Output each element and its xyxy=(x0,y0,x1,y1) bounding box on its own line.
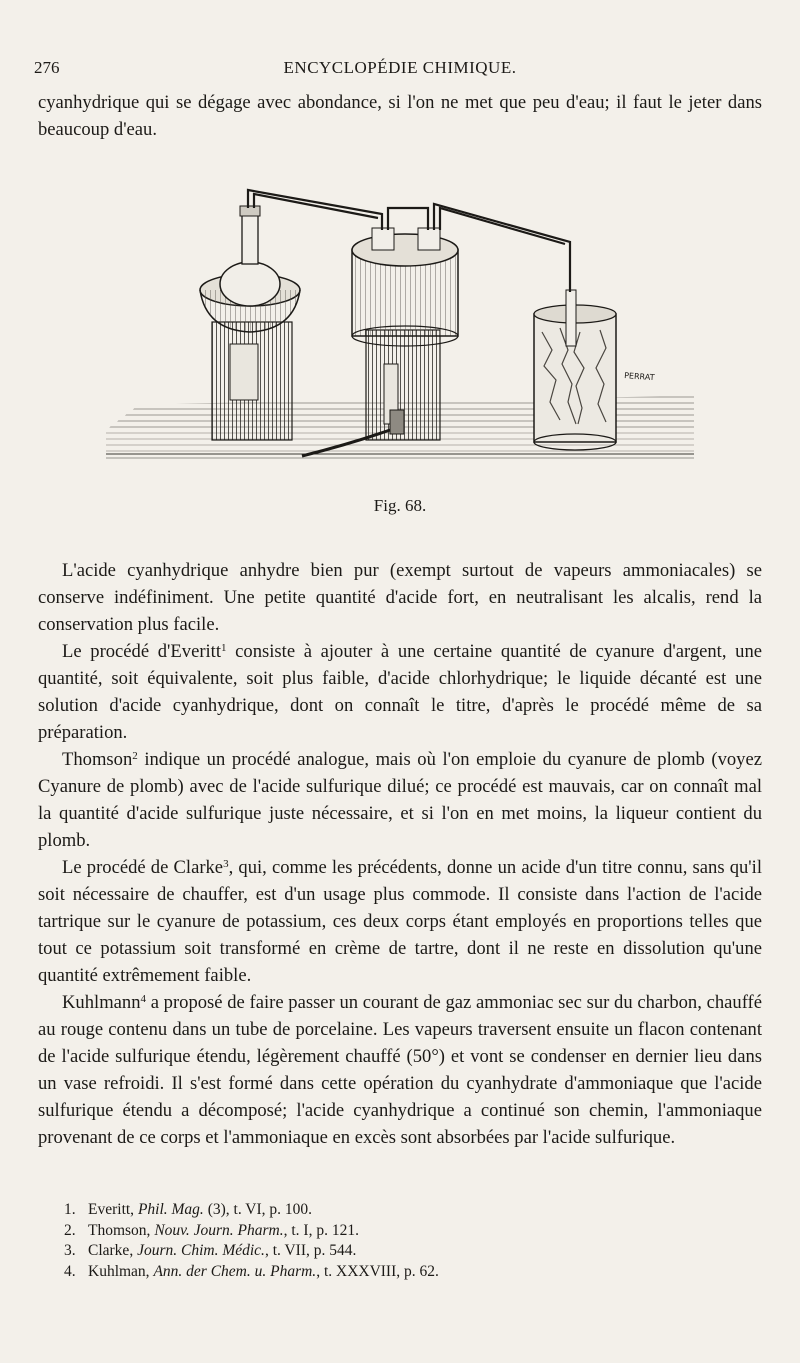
footnote-ref-4: 4 xyxy=(140,993,146,1005)
footnote-ref-1: 1 xyxy=(221,642,227,654)
paragraph-everitt: Le procédé d'Everitt$^1$ consiste à ajouter à une certaine quantité de cyanure d'argent, une quantité, soit équivalente, soit plus faible, d'acide chlorhydrique; le liquide décanté est une solution d'acide cyanhydrique, dont on connaît le titre, d'après le procédé même de sa préparation. xyxy=(38,641,762,743)
paragraph-clarke: Le procédé de Clarke$^3$, qui, comme les précédents, donne un acide d'un titre connu, sans qu'il soit nécessaire de chauffer, est d'un usage plus commode. Il consiste dans l'action de l'acide tartrique sur le cyanure de potassium, ces deux corps étant employés en proportions telles que tout ce potassium soit transformé en crème de tartre, dont il ne reste en dissolution qu'une quantité extrêmement faible. xyxy=(38,857,762,986)
footnote-ref-3: 3 xyxy=(223,858,229,870)
right-receiving-jar xyxy=(534,290,616,450)
intro-paragraph xyxy=(38,89,762,143)
paragraph-kuhlmann: Kuhlmann$^4$ a proposé de faire passer un courant de gaz ammoniac sec sur du charbon, chauffé au rouge contenu dans un tube de porcelaine. Les vapeurs traversent ensuite un flacon contenant de l'acide sulfurique étendu, légèrement chauffé (50°) et vont se condenser en dernier lieu dans un vase refroidi. Il s'est formé dans cette opération du cyanhydrate d'ammoniaque que l'acide sulfurique étendu a décomposé; l'acide cyanhydrique a continué son chemin, l'ammoniaque provenant de ce corps et l'ammoniaque en excès sont absorbées par l'acide sulfurique. xyxy=(38,992,762,1148)
paragraph-conservation: L'acide cyanhydrique anhydre bien pur (exempt surtout de vapeurs ammoniacales) se conserve indéfiniment. Une petite quantité d'acide fort, en neutralisant les alcalis, rend la conservation plus facile. xyxy=(38,560,762,635)
engraver-signature: PERRAT xyxy=(623,371,655,383)
footnote-1: 1. Everitt, Phil. Mag. (3), t. VI, p. 100. xyxy=(64,1201,313,1218)
intro-text: cyanhydrique qui se dégage avec abondance, si l'on ne met que peu d'eau; il faut le jeter dans beaucoup d'eau. xyxy=(38,92,762,140)
distillation-apparatus-engraving xyxy=(100,172,700,482)
page-number: 276 xyxy=(34,58,60,77)
footnote-2: 2. Thomson, Nouv. Journ. Pharm., t. I, p. 121. xyxy=(64,1221,359,1239)
figure-caption: Fig. 68. xyxy=(373,496,427,515)
footnotes xyxy=(64,1200,764,1282)
footnote-4: 4. Kuhlman, Ann. der Chem. u. Pharm., t. XXXVIII, p. 62. xyxy=(64,1262,439,1280)
paragraph-thomson: Thomson$^2$ indique un procédé analogue, mais où l'on emploie du cyanure de plomb (voyez Cyanure de plomb) avec de l'acide sulfurique dilué; ce procédé est mauvais, car on connaît mal la quantité d'acide sulfurique juste nécessaire, et si l'on en met moins, la liqueur contient du plomb. xyxy=(38,749,762,851)
running-header xyxy=(34,58,766,80)
footnote-ref-2: 2 xyxy=(132,750,138,762)
left-water-bath xyxy=(200,206,300,440)
body-text xyxy=(38,557,762,1151)
running-title: ENCYCLOPÉDIE CHIMIQUE. xyxy=(283,58,517,77)
footnote-3: 3. Clarke, Journ. Chim. Médic., t. VII, p. 544. xyxy=(64,1242,357,1259)
